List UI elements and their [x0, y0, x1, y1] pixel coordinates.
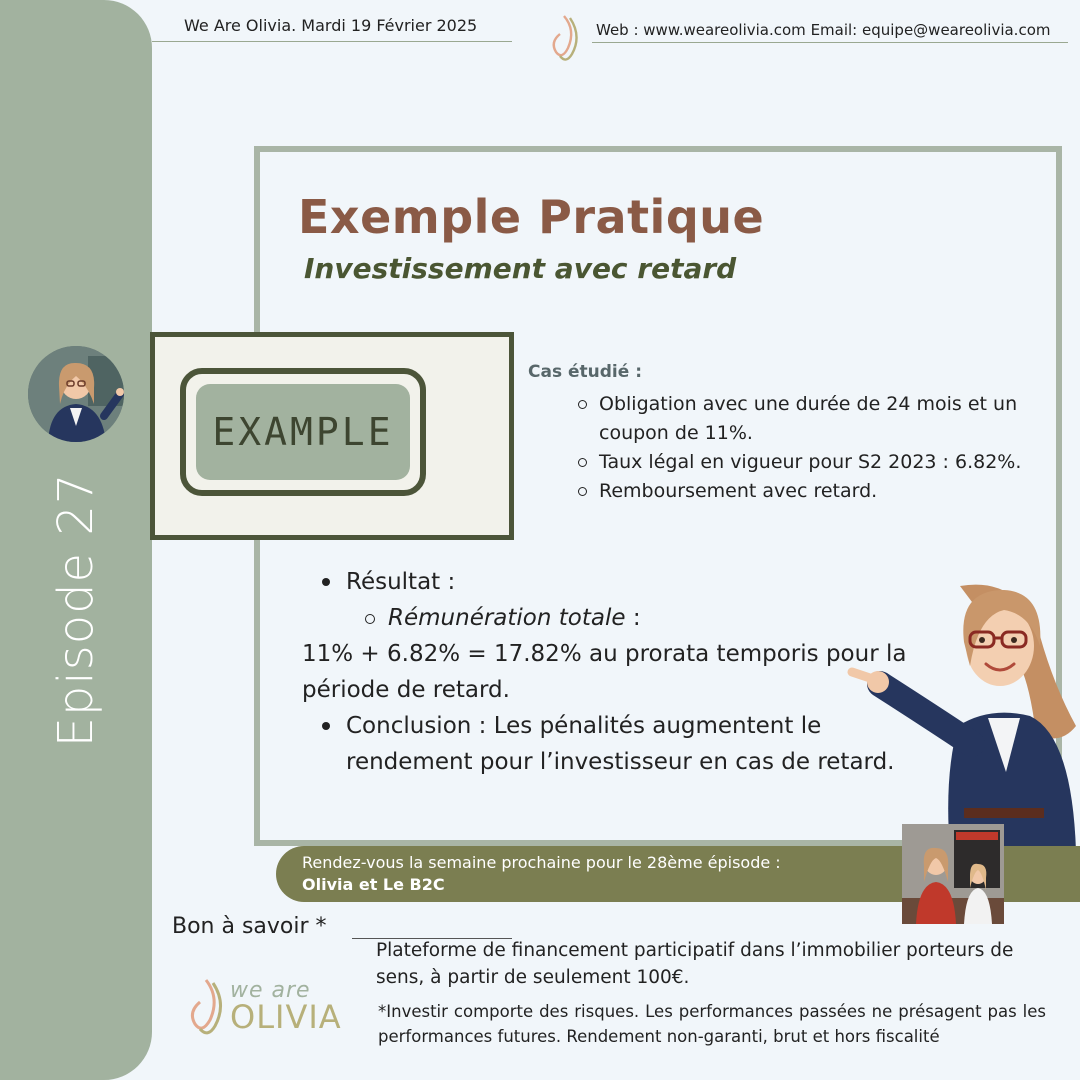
- list-item: Obligation avec une durée de 24 mois et un coupon de 11%.: [578, 390, 1048, 448]
- brand-big-text: OLIVIA: [230, 998, 342, 1036]
- example-badge: [180, 368, 426, 496]
- page-subtitle: Investissement avec retard: [304, 252, 737, 285]
- case-list: [578, 390, 1048, 506]
- bon-a-savoir-label: Bon à savoir *: [172, 914, 327, 939]
- olivia-pointing-illustration-icon: [840, 576, 1080, 851]
- brand-small-text: we are: [230, 978, 311, 1003]
- header-divider-left: [152, 41, 512, 42]
- banner-line-1: Rendez-vous la semaine prochaine pour le 28ème épisode :: [302, 853, 781, 872]
- remuneration-label: Rémunération totale: [388, 605, 626, 631]
- risk-disclaimer: *Investir comporte des risques. Les performances passées ne présagent pas les performances futures. Rendement non-garanti, brut et hors fiscalité: [378, 1002, 1046, 1046]
- olivia-avatar: [28, 346, 124, 442]
- episode-label: Episode 27: [48, 472, 104, 748]
- olivia-loop-brand-icon: [186, 976, 228, 1038]
- example-badge-text: EXAMPLE: [212, 410, 394, 454]
- result-text: 11% + 6.82% = 17.82% au prorata temporis pour la période de retard.: [302, 641, 907, 703]
- remuneration-colon: :: [625, 605, 641, 631]
- header-contact[interactable]: Web : www.weareolivia.com Email: equipe@weareolivia.com: [596, 21, 1051, 39]
- thumbnail-illustration-icon: [902, 824, 1004, 924]
- list-item: Taux légal en vigueur pour S2 2023 : 6.82%.: [578, 448, 1048, 477]
- conclusion-text: Conclusion : Les pénalités augmentent le rendement pour l’investisseur en cas de retard.: [302, 708, 952, 780]
- result-label: Résultat :: [302, 564, 962, 600]
- list-item: Remboursement avec retard.: [578, 477, 1048, 506]
- olivia-loop-logo-icon: [548, 12, 582, 64]
- banner-line-2: Olivia et Le B2C: [302, 875, 445, 894]
- next-episode-thumbnail: [902, 824, 1004, 924]
- header-date: We Are Olivia. Mardi 19 Février 2025: [184, 16, 478, 35]
- example-badge-inner: [196, 384, 410, 480]
- header-divider-right: [592, 42, 1068, 43]
- case-title: Cas étudié :: [528, 362, 642, 382]
- platform-description: Plateforme de financement participatif dans l’immobilier porteurs de sens, à partir de seulement 100€.: [376, 940, 1014, 988]
- page-title: Exemple Pratique: [298, 190, 765, 244]
- sidebar: [0, 0, 152, 1080]
- avatar-illustration-icon: [28, 346, 124, 442]
- brand-logo: [186, 976, 356, 1040]
